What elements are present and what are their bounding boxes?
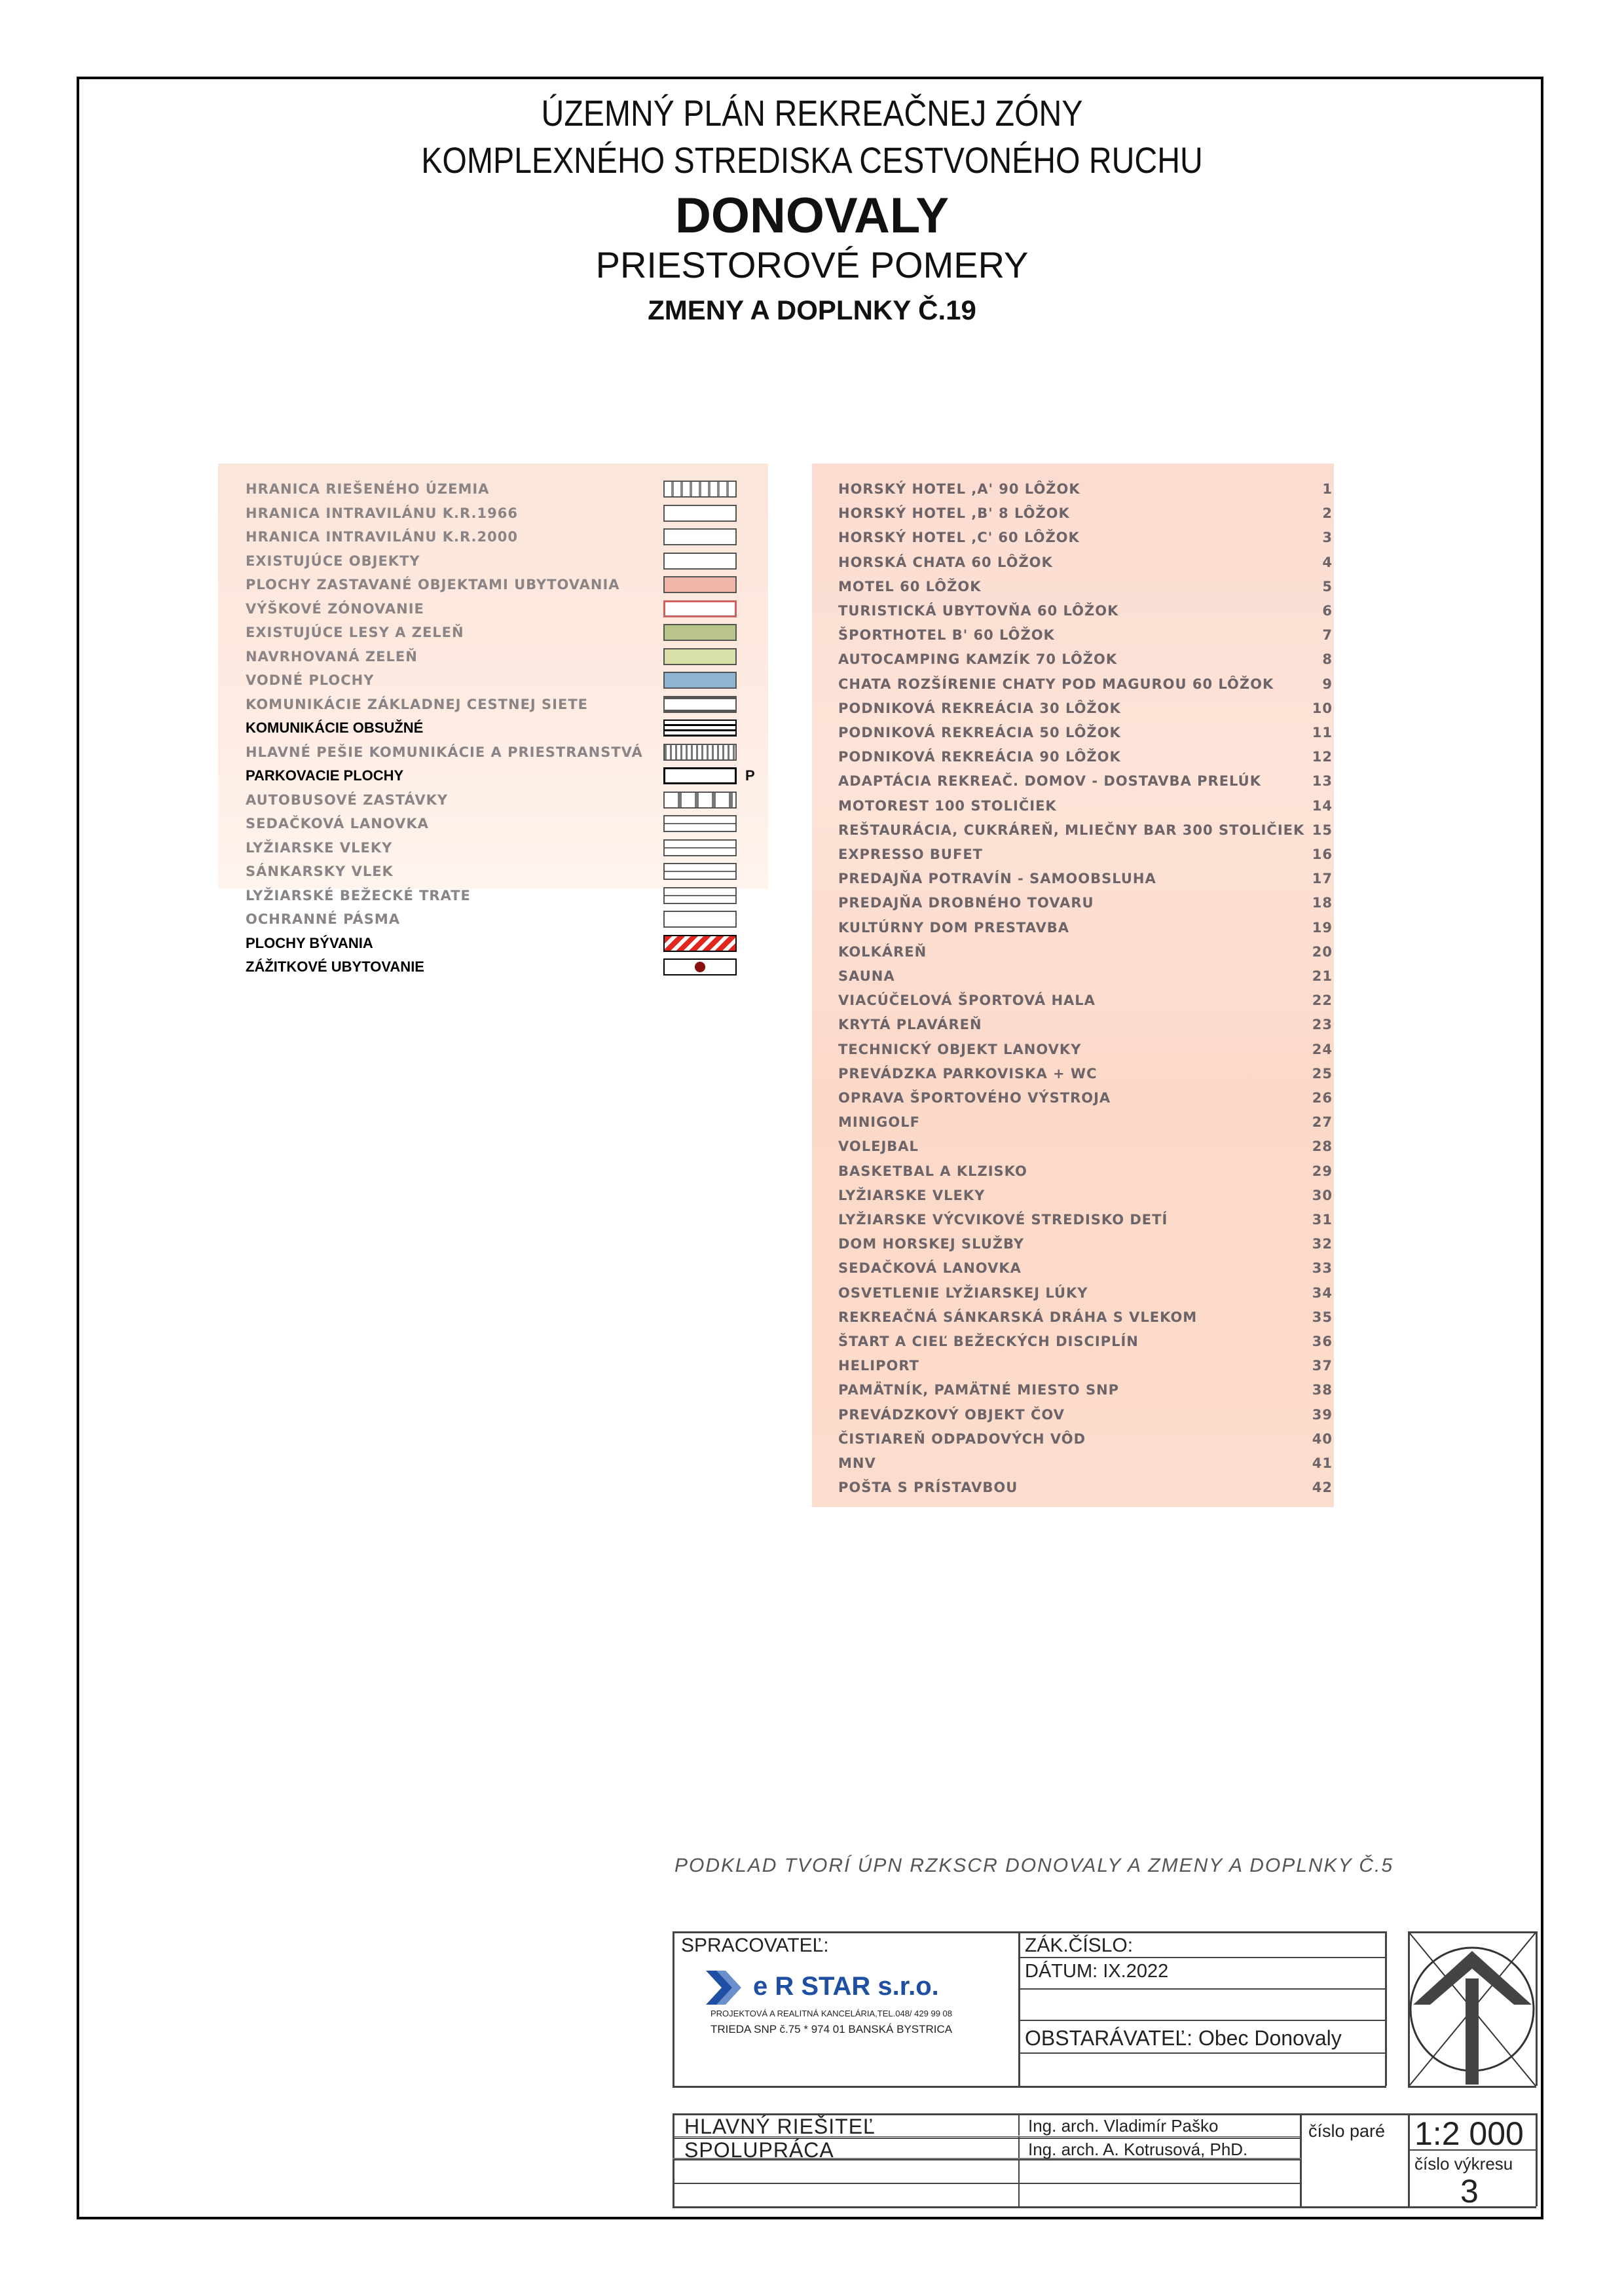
index-item: [838, 1428, 1334, 1450]
legend-item-label: EXISTUJÚCE LESY A ZELEŇ: [246, 625, 464, 640]
index-item: [838, 989, 1334, 1011]
index-item-number: 26: [1312, 1090, 1333, 1106]
legend-swatch-double: [663, 720, 737, 737]
index-item-number: 4: [1322, 554, 1333, 570]
index-item-number: 22: [1312, 993, 1333, 1009]
index-item: [838, 1209, 1334, 1231]
legend-item-label: HRANICA RIEŠENÉHO ÚZEMIA: [246, 481, 490, 497]
legend-swatch-hatch: [663, 744, 737, 761]
index-item: [838, 1476, 1334, 1499]
legend-swatch-green: [663, 624, 737, 641]
legend-item-label: PLOCHY ZASTAVANÉ OBJEKTAMI UBYTOVANIA: [246, 577, 620, 592]
index-item-label: HORSKÁ CHATA 60 LÔŽOK: [838, 554, 1053, 570]
index-item-label: PAMÄTNÍK, PAMÄTNÉ MIESTO SNP: [838, 1382, 1120, 1398]
legend-item-label: ZÁŽITKOVÉ UBYTOVANIE: [246, 958, 424, 975]
index-item: [838, 600, 1334, 622]
index-item-number: 10: [1312, 700, 1333, 716]
index-item: [838, 1452, 1334, 1474]
index-item-label: HORSKÝ HOTEL ,A' 90 LÔŽOK: [838, 481, 1080, 497]
index-item-number: 35: [1312, 1309, 1333, 1325]
index-item: [838, 1013, 1334, 1036]
datum-label: DÁTUM:: [1025, 1961, 1098, 1982]
index-item: [838, 1379, 1334, 1401]
index-item: [838, 1355, 1334, 1377]
index-item-number: 40: [1312, 1430, 1333, 1447]
obstaravatel-value: Obec Donovaly: [1198, 2026, 1342, 2050]
index-item-label: MINIGOLF: [838, 1114, 920, 1131]
index-item-label: PODNIKOVÁ REKREÁCIA 30 LÔŽOK: [838, 700, 1121, 716]
index-item: [838, 892, 1334, 914]
index-item-number: 24: [1312, 1041, 1333, 1057]
index-item-label: VIACÚČELOVÁ ŠPORTOVÁ HALA: [838, 993, 1096, 1009]
index-item-number: 21: [1312, 968, 1333, 984]
index-item: [838, 1233, 1334, 1255]
index-item-number: 20: [1312, 943, 1333, 960]
index-item-number: 5: [1322, 578, 1333, 594]
index-item-number: 6: [1322, 603, 1333, 619]
legend-swatch-box: [663, 553, 737, 570]
index-item: [838, 795, 1334, 817]
index-item-number: 39: [1312, 1406, 1333, 1423]
index-item-label: POŠTA S PRÍSTAVBOU: [838, 1480, 1018, 1496]
index-item-label: KOLKÁREŇ: [838, 943, 927, 960]
base-note: PODKLAD TVORÍ ÚPN RZKSCR DONOVALY A ZMENY A DOPLNKY Č.5: [674, 1855, 1394, 1876]
index-item: [838, 819, 1334, 841]
legend-swatch-cable: [663, 863, 737, 880]
architect-emblem-icon: [1409, 1933, 1536, 2086]
index-item: [838, 1063, 1334, 1085]
index-item: [838, 502, 1334, 524]
cislo-pare-label: číslo paré: [1308, 2121, 1386, 2141]
index-item-number: 11: [1312, 725, 1333, 740]
index-item-label: KRYTÁ PLAVÁREŇ: [838, 1017, 982, 1033]
index-item-label: MOTOREST 100 STOLIČIEK: [838, 797, 1057, 814]
index-item-label: PREDAJŇA DROBNÉHO TOVARU: [838, 895, 1094, 911]
index-item-number: 12: [1312, 749, 1333, 765]
index-item: [838, 1087, 1334, 1109]
index-item-label: CHATA ROZŠÍRENIE CHATY POD MAGUROU 60 LÔŽOK: [838, 676, 1274, 692]
index-item-label: REKREAČNÁ SÁNKARSKÁ DRÁHA S VLEKOM: [838, 1309, 1198, 1325]
index-item: [838, 1306, 1334, 1328]
index-item-label: ŠPORTHOTEL B' 60 LÔŽOK: [838, 627, 1055, 644]
index-item-number: 18: [1312, 895, 1333, 911]
index-item: [838, 843, 1334, 866]
legend-swatch-line: [663, 528, 737, 545]
index-item: [838, 1038, 1334, 1061]
obstaravatel-label: OBSTARÁVATEĽ:: [1025, 2026, 1193, 2050]
title-donovaly: DONOVALY: [674, 188, 950, 244]
index-item-label: PREVÁDZKA PARKOVISKA + WC: [838, 1065, 1098, 1082]
legend-item-label: EXISTUJÚCE OBJEKTY: [246, 553, 420, 569]
index-item-number: 38: [1312, 1382, 1333, 1398]
legend-item-label: HRANICA INTRAVILÁNU K.R.1966: [246, 505, 518, 521]
legend-item-label: HRANICA INTRAVILÁNU K.R.2000: [246, 529, 518, 545]
index-item-number: 42: [1312, 1480, 1333, 1496]
index-item: [838, 867, 1334, 890]
legend-swatch-pink: [663, 576, 737, 593]
index-item-number: 25: [1312, 1065, 1333, 1082]
legend-item-label: KOMUNIKÁCIE OBSUŽNÉ: [246, 720, 424, 736]
index-item: [838, 575, 1334, 598]
index-item-number: 31: [1312, 1212, 1333, 1228]
index-item-label: VOLEJBAL: [838, 1139, 919, 1155]
index-item-label: EXPRESSO BUFET: [838, 847, 983, 862]
index-item-label: ŠTART A CIEĽ BEŽECKÝCH DISCIPLÍN: [838, 1334, 1139, 1349]
legend-item-label: HLAVNÉ PEŠIE KOMUNIKÁCIE A PRIESTRANSTVÁ: [246, 744, 643, 760]
company-name: e R STAR s.r.o.: [753, 1972, 939, 2001]
hlavny-riesitel-label: HLAVNÝ RIEŠITEĽ: [684, 2115, 876, 2138]
legend-swatch-cable: [663, 839, 737, 856]
index-item-label: LYŽIARSKE VÝCVIKOVÉ STREDISKO DETÍ: [838, 1212, 1168, 1228]
index-item-label: PREVÁDZKOVÝ OBJEKT ČOV: [838, 1406, 1065, 1423]
index-item-number: 8: [1322, 651, 1333, 668]
index-item-number: 14: [1312, 797, 1333, 814]
index-item-label: HORSKÝ HOTEL ,C' 60 LÔŽOK: [838, 530, 1080, 546]
index-item-label: LYŽIARSKE VLEKY: [838, 1187, 986, 1203]
legend-item-label: AUTOBUSOVÉ ZASTÁVKY: [246, 792, 449, 808]
index-item-number: 9: [1322, 676, 1333, 692]
scale-value: 1:2 000: [1414, 2115, 1524, 2152]
index-item-label: REŠTAURÁCIA, CUKRÁREŇ, MLIEČNY BAR 300 STOLIČIEK: [838, 822, 1305, 838]
index-item: [838, 965, 1334, 987]
legend-swatch-parking: [663, 767, 737, 784]
index-item: [838, 1135, 1334, 1157]
datum-value: IX.2022: [1103, 1961, 1169, 1982]
legend-swatch-blue: [663, 672, 737, 689]
legend-swatch-cable: [663, 815, 737, 832]
spolupraca-label: SPOLUPRÁCA: [684, 2138, 834, 2162]
index-item-label: DOM HORSKEJ SLUŽBY: [838, 1236, 1025, 1252]
parking-mark: P: [745, 767, 755, 784]
spolupraca-value: Ing. arch. A. Kotrusová, PhD.: [1028, 2140, 1248, 2159]
index-item-number: 15: [1312, 822, 1333, 838]
index-item-number: 27: [1312, 1114, 1333, 1131]
legend-swatch-lightgreen: [663, 648, 737, 665]
index-item-label: AUTOCAMPING KAMZÍK 70 LÔŽOK: [838, 651, 1118, 668]
index-item-label: MNV: [838, 1455, 876, 1471]
index-item-label: HORSKÝ HOTEL ,B' 8 LÔŽOK: [838, 505, 1070, 522]
zak-cislo-label: ZÁK.ČÍSLO:: [1025, 1935, 1134, 1956]
index-item: [838, 941, 1334, 963]
index-item: [838, 697, 1334, 720]
index-item-number: 3: [1322, 530, 1333, 546]
index-item-label: TURISTICKÁ UBYTOVŇA 60 LÔŽOK: [838, 603, 1119, 619]
legend-swatch-line: [663, 911, 737, 928]
company-address: TRIEDA SNP č.75 * 974 01 BANSKÁ BYSTRICA: [710, 2023, 953, 2035]
legend-item-label: LYŽIARSKE VLEKY: [246, 839, 393, 856]
legend-swatch-boundary: [663, 481, 737, 498]
index-item-number: 23: [1312, 1017, 1333, 1033]
index-item-label: HELIPORT: [838, 1358, 919, 1374]
hlavny-riesitel-value: Ing. arch. Vladimír Paško: [1028, 2116, 1219, 2136]
cislo-vykresu-label: číslo výkresu: [1414, 2154, 1513, 2174]
index-item: [838, 746, 1334, 768]
legend-swatch-dot: [663, 958, 737, 975]
index-item-label: OPRAVA ŠPORTOVÉHO VÝSTROJA: [838, 1090, 1111, 1106]
index-item-number: 16: [1312, 847, 1333, 862]
index-item-number: 33: [1312, 1260, 1333, 1277]
legend-item-label: KOMUNIKÁCIE ZÁKLADNEJ CESTNEJ SIETE: [246, 696, 588, 712]
legend-swatch-road: [663, 696, 737, 713]
legend-swatch-redbox: [663, 600, 737, 617]
index-item: [838, 624, 1334, 646]
index-item-number: 1: [1322, 481, 1333, 497]
building-index-panel: [812, 464, 1334, 1507]
title-line-2: KOMPLEXNÉHO STREDISKA CESTVONÉHO RUCHU: [421, 139, 1203, 181]
index-item: [838, 770, 1334, 792]
legend-item-label: VÝŠKOVÉ ZÓNOVANIE: [246, 600, 424, 617]
index-item: [838, 917, 1334, 939]
index-item-number: 7: [1322, 627, 1333, 644]
legend-swatch-stripes: [663, 935, 737, 952]
index-item: [838, 1282, 1334, 1304]
index-item-number: 13: [1312, 773, 1333, 790]
spracovatel-label: SPRACOVATEĽ:: [681, 1935, 829, 1956]
index-item-label: TECHNICKÝ OBJEKT LANOVKY: [838, 1041, 1082, 1057]
legend-swatch-bus: [663, 792, 737, 809]
index-item-label: OSVETLENIE LYŽIARSKEJ LÚKY: [838, 1285, 1088, 1301]
index-item: [838, 648, 1334, 670]
index-item-number: 37: [1312, 1358, 1333, 1374]
legend-item-label: NAVRHOVANÁ ZELEŇ: [246, 648, 418, 665]
index-item: [838, 526, 1334, 549]
legend-item-label: SÁNKARSKY VLEK: [246, 864, 394, 879]
index-item-label: ČISTIAREŇ ODPADOVÝCH VÔD: [838, 1430, 1086, 1447]
legend-item-label: SEDAČKOVÁ LANOVKA: [246, 816, 429, 831]
title-revision: ZMENY A DOPLNKY Č.19: [648, 295, 976, 325]
index-item-number: 2: [1322, 505, 1333, 522]
index-item: [838, 1257, 1334, 1279]
title-line-1: ÚZEMNÝ PLÁN REKREAČNEJ ZÓNY: [541, 92, 1083, 134]
index-item-label: PODNIKOVÁ REKREÁCIA 50 LÔŽOK: [838, 725, 1121, 740]
title-subject: PRIESTOROVÉ POMERY: [595, 244, 1029, 285]
index-item: [838, 1330, 1334, 1353]
index-item: [838, 721, 1334, 744]
legend-swatch-line: [663, 505, 737, 522]
index-item-label: PREDAJŇA POTRAVÍN - SAMOOBSLUHA: [838, 871, 1156, 887]
index-item-number: 32: [1312, 1236, 1333, 1252]
index-item: [838, 1111, 1334, 1133]
legend-item-label: VODNÉ PLOCHY: [246, 672, 375, 688]
legend-item-label: OCHRANNÉ PÁSMA: [246, 911, 401, 927]
index-item-number: 34: [1312, 1285, 1333, 1301]
index-item-number: 41: [1312, 1455, 1333, 1471]
index-item-label: SEDAČKOVÁ LANOVKA: [838, 1260, 1022, 1277]
legend-item-label: PARKOVACIE PLOCHY: [246, 767, 404, 784]
index-item: [838, 1184, 1334, 1207]
index-item: [838, 478, 1334, 500]
index-item-number: 28: [1312, 1139, 1333, 1155]
index-item: [838, 551, 1334, 574]
index-item-label: MOTEL 60 LÔŽOK: [838, 578, 982, 594]
company-contact: PROJEKTOVÁ A REALITNÁ KANCELÁRIA,TEL.048/ 429 99 08: [710, 2009, 952, 2018]
index-item-label: KULTÚRNY DOM PRESTAVBA: [838, 919, 1070, 936]
index-item-number: 30: [1312, 1187, 1333, 1203]
index-item-label: ADAPTÁCIA REKREAČ. DOMOV - DOSTAVBA PRELÚK: [838, 773, 1261, 790]
index-item: [838, 1160, 1334, 1182]
legend-item-label: LYŽIARSKÉ BEŽECKÉ TRATE: [246, 887, 471, 903]
legend-item-label: PLOCHY BÝVANIA: [246, 934, 373, 951]
erstar-logo-chevron-icon: [706, 1971, 747, 2005]
legend-panel: [218, 464, 768, 975]
index-item-label: PODNIKOVÁ REKREÁCIA 90 LÔŽOK: [838, 749, 1121, 765]
index-item: [838, 1404, 1334, 1426]
index-item-label: SAUNA: [838, 968, 895, 984]
index-item-label: BASKETBAL A KLZISKO: [838, 1163, 1027, 1179]
index-item-number: 17: [1312, 871, 1333, 887]
index-item-number: 36: [1312, 1334, 1333, 1349]
legend-swatch-cable: [663, 887, 737, 904]
index-item-number: 29: [1312, 1163, 1333, 1179]
index-item-number: 19: [1312, 919, 1333, 936]
index-item: [838, 673, 1334, 695]
cislo-vykresu-value: 3: [1460, 2173, 1479, 2210]
